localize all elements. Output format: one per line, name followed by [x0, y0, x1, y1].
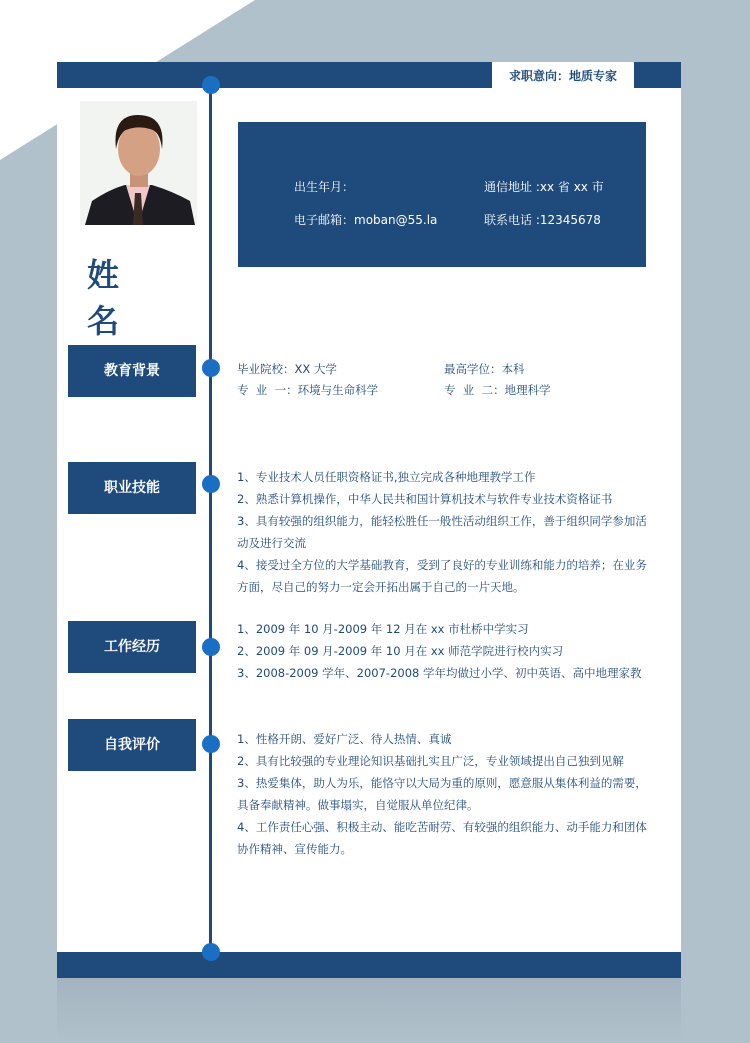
section-label-skills: 职业技能 — [68, 462, 196, 514]
section-label-work: 工作经历 — [68, 621, 196, 673]
self-line: 1、性格开朗、爱好广泛、待人热情、真诚 — [237, 732, 452, 746]
self-line: 4、工作责任心强、积极主动、能吃苦耐劳、有较强的组织能力、动手能力和团体 — [237, 820, 647, 834]
section-label-self: 自我评价 — [68, 719, 196, 771]
timeline-dot — [202, 76, 220, 94]
skills-line: 动及进行交流 — [237, 536, 306, 550]
self-evaluation-section — [237, 728, 647, 860]
self-line: 2、具有比较强的专业理论知识基础扎实且广泛，专业领域提出自己独到见解 — [237, 754, 624, 768]
timeline-line — [209, 85, 212, 953]
skills-line: 4、接受过全方位的大学基础教育，受到了良好的专业训练和能力的培养；在业务 — [237, 558, 647, 572]
bottom-bar — [57, 952, 681, 978]
work-line: 2、2009 年 09 月-2009 年 10 月在 xx 师范学院进行校内实习 — [237, 644, 564, 658]
major-one: 专 业 一：环境与生命科学 — [237, 383, 379, 397]
work-line: 1、2009 年 10 月-2009 年 12 月在 xx 市杜桥中学实习 — [237, 622, 529, 636]
resume-card — [57, 62, 681, 978]
section-label-education: 教育背景 — [68, 345, 196, 397]
candidate-name: 姓 名 — [87, 256, 132, 340]
self-line: 具备奉献精神。做事塌实，自觉服从单位纪律。 — [237, 798, 479, 812]
major-two: 专 业 二：地理科学 — [444, 383, 551, 397]
school: 毕业院校：XX 大学 — [237, 362, 337, 376]
skills-line: 2、熟悉计算机操作，中华人民共和国计算机技术与软件专业技术资格证书 — [237, 492, 613, 506]
timeline-dot — [202, 735, 220, 753]
timeline-dot — [202, 359, 220, 377]
timeline-dot — [202, 943, 220, 961]
degree: 最高学位：本科 — [444, 362, 525, 376]
skills-line: 1、专业技术人员任职资格证书,独立完成各种地理教学工作 — [237, 470, 536, 484]
timeline-dot — [202, 638, 220, 656]
skills-line: 方面，尽自己的努力一定会开拓出属于自己的一片天地。 — [237, 580, 525, 594]
skills-section — [237, 466, 647, 598]
contact-info-box — [238, 122, 646, 267]
work-line: 3、2008-2009 学年、2007-2008 学年均做过小学、初中英语、高中地理家教 — [237, 666, 642, 680]
self-line: 协作精神、宣传能力。 — [237, 842, 352, 856]
address: 通信地址 :xx 省 xx 市 — [484, 180, 604, 194]
birth-date: 出生年月： — [294, 180, 355, 194]
card-reflection — [57, 978, 681, 1043]
phone: 联系电话 :12345678 — [484, 213, 601, 227]
work-section — [237, 618, 642, 684]
email: 电子邮箱：moban@55.la — [294, 213, 438, 227]
self-line: 3、热爱集体，助人为乐，能恪守以大局为重的原则，愿意服从集体利益的需要， — [237, 776, 647, 790]
profile-photo — [80, 101, 197, 225]
job-intent: 求职意向：地质专家 — [492, 62, 634, 89]
skills-line: 3、具有较强的组织能力，能轻松胜任一般性活动组织工作，善于组织同学参加活 — [237, 514, 647, 528]
timeline-dot — [202, 475, 220, 493]
